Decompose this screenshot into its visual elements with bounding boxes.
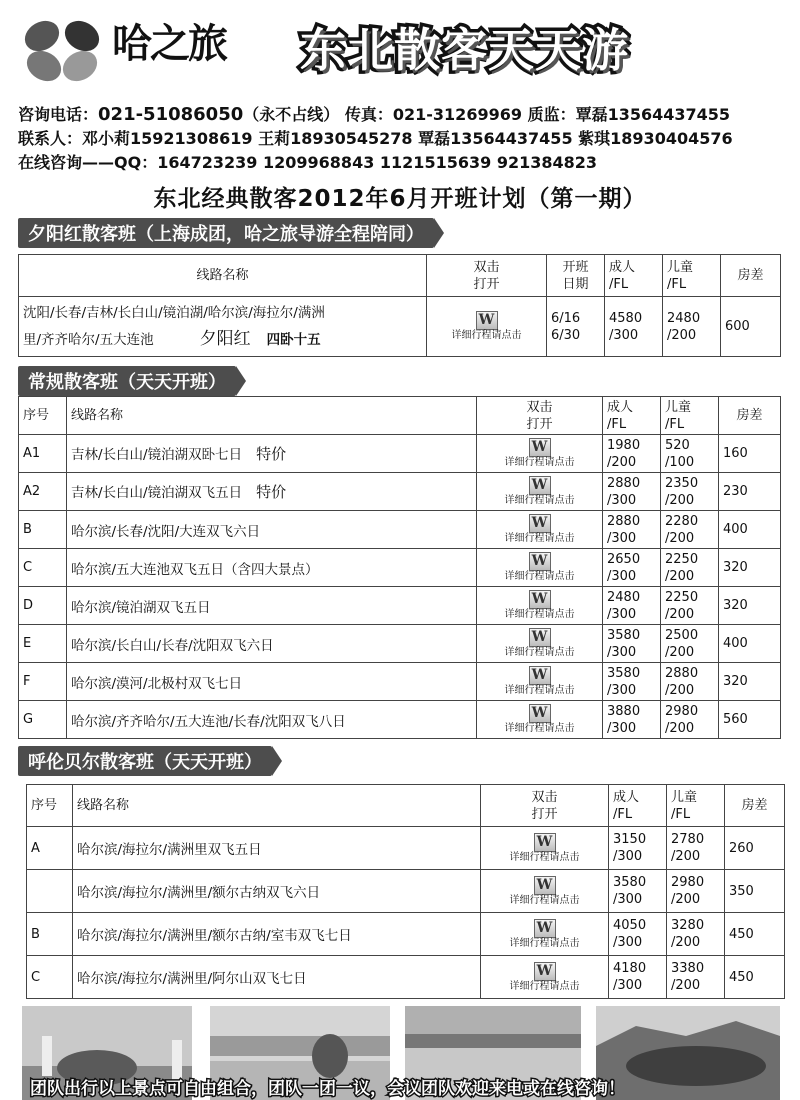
child-price: 2980 /200 [667,870,725,913]
route-cell [73,913,481,956]
route-name: 哈尔滨/长白山/长春/沈阳双飞六日 [71,637,274,654]
route-name: 哈尔滨/海拉尔/满洲里/额尔古纳/室韦双飞七日 [77,928,352,944]
child-price: 3380 /200 [667,956,725,999]
special-price-tag: 特价 [256,445,287,463]
word-doc-icon[interactable]: W [534,876,556,895]
room-diff: 400 [719,511,781,549]
special-price-tag: 特价 [256,483,287,501]
contact-line-people [18,126,733,149]
open-cell [427,297,547,357]
table-row [27,870,785,913]
open-cell [477,549,603,587]
route-cell [67,435,477,473]
route-name: 哈尔滨/海拉尔/满洲里/额尔古纳双飞六日 [77,885,321,901]
qq-number[interactable]: 164723239 [157,153,258,172]
word-doc-icon[interactable]: W [529,552,551,571]
fax-number: 021-31269969 [392,105,522,124]
table-row [27,956,785,999]
route-cell: 沈阳/长春/吉林/长白山/镜泊湖/哈尔滨/海拉尔/满洲 里/齐齐哈尔/五大连池 夕阳红 四卧十五 [19,297,427,357]
route-cell [73,870,481,913]
route-name: 哈尔滨/五大连池双飞五日（含四大景点） [71,561,319,578]
four-petal-logo-icon [22,14,104,86]
child-price: 2350 /200 [661,473,719,511]
qq-number[interactable]: 1209968843 [263,153,375,172]
child-price: 520 /100 [661,435,719,473]
open-cell [481,913,609,956]
adult-price: 2880 /300 [603,511,661,549]
room-diff: 400 [719,625,781,663]
phone-number[interactable]: 021-51086050 [98,104,244,125]
col-date: 开班 日期 [547,255,605,297]
qq-number[interactable]: 921384823 [496,153,598,172]
child-price: 2880 /200 [661,663,719,701]
col-route: 线路名称 [19,255,427,297]
sunset-tag: 夕阳红 [199,329,251,349]
itinerary-hint[interactable]: 详细行程请点击 [504,647,575,658]
col-id: 序号 [27,785,73,827]
row-id: F [19,663,67,701]
word-doc-icon[interactable]: W [529,476,551,495]
word-doc-icon[interactable]: W [529,590,551,609]
room-diff: 320 [719,549,781,587]
regular-table [18,396,781,739]
room-diff: 260 [725,827,785,870]
col-adult: 成人 /FL [605,255,663,297]
adult-price: 2880 /300 [603,473,661,511]
route-name: 吉林/长白山/镜泊湖双飞五日 [71,485,243,501]
itinerary-hint[interactable]: 详细行程请点击 [504,457,575,468]
qa-label: 质监： [527,105,576,124]
route-cell [67,663,477,701]
sleeper-tag: 四卧十五 [266,332,321,348]
table-row [19,663,781,701]
logo-text: 哈之旅 [112,20,226,67]
table-row [19,473,781,511]
sunset-table [18,254,781,357]
row-id: C [27,956,73,999]
route-cell [67,549,477,587]
itinerary-hint[interactable]: 详细行程请点击 [509,894,580,906]
word-doc-icon[interactable]: W [529,628,551,647]
qq-number[interactable]: 1121515639 [379,153,492,172]
route-name: 哈尔滨/漠河/北极村双飞七日 [71,675,243,692]
header [0,0,800,100]
open-cell [481,956,609,999]
banner-title: 东北散客天天游 [300,23,629,77]
route-name: 哈尔滨/海拉尔/满洲里/阿尔山双飞七日 [77,971,307,987]
adult-price: 1980 /200 [603,435,661,473]
open-cell [477,473,603,511]
table-header-row [19,397,781,435]
col-adult: 成人 /FL [609,785,667,827]
section-title-regular: 常规散客班（天天开班） [18,366,236,396]
child-price: 2250 /200 [661,587,719,625]
row-id: A1 [19,435,67,473]
itinerary-hint[interactable]: 详细行程请点击 [504,571,575,582]
adult-price: 3580 /300 [609,870,667,913]
adult-price: 4580 /300 [605,297,663,357]
adult-price: 3580 /300 [603,663,661,701]
table-row [19,587,781,625]
row-id: A [27,827,73,870]
col-open: 双击 打开 [477,397,603,435]
adult-price: 3880 /300 [603,701,661,739]
route-name: 吉林/长白山/镜泊湖双卧七日 [71,447,243,463]
open-cell [477,511,603,549]
word-doc-icon[interactable]: W [534,919,556,938]
plan-title: 东北经典散客2012年6月开班计划（第一期） [153,186,647,212]
contact-line-qq [18,150,597,173]
room-diff: 560 [719,701,781,739]
open-cell [477,625,603,663]
qa-contact: 覃磊13564437455 [575,105,731,124]
col-open: 双击 打开 [481,785,609,827]
fax-label: 传真： [344,105,393,124]
word-doc-icon[interactable]: W [476,311,498,330]
row-id: E [19,625,67,663]
word-doc-icon[interactable]: W [529,514,551,533]
open-cell [477,587,603,625]
row-id: D [19,587,67,625]
route-name: 哈尔滨/海拉尔/满洲里双飞五日 [77,842,262,858]
col-room: 房差 [719,397,781,435]
route-cell [67,625,477,663]
child-price: 2500 /200 [661,625,719,663]
child-price: 2280 /200 [661,511,719,549]
room-diff: 320 [719,663,781,701]
row-id: G [19,701,67,739]
table-row [19,435,781,473]
table-header-row [19,255,781,297]
adult-price: 2480 /300 [603,587,661,625]
date-cell: 6/16 6/30 [547,297,605,357]
col-room: 房差 [725,785,785,827]
itinerary-hint[interactable]: 详细行程请点击 [504,685,575,696]
table-row [27,827,785,870]
table-row [19,297,781,357]
contact-person: 紫琪18930404576 [578,129,733,148]
row-id: B [19,511,67,549]
row-id: B [27,913,73,956]
word-doc-icon[interactable]: W [534,962,556,981]
itinerary-hint[interactable]: 详细行程请点击 [504,495,575,506]
col-room: 房差 [721,255,781,297]
row-id: C [19,549,67,587]
table-row [19,511,781,549]
footer-note: 团队出行以上景点可自由组合，团队一团一议，会议团队欢迎来电或在线咨询！ [30,1079,625,1099]
itinerary-hint[interactable]: 详细行程请点击 [504,533,575,544]
room-diff: 350 [725,870,785,913]
table-row [19,701,781,739]
col-child: 儿童 /FL [667,785,725,827]
adult-price: 4050 /300 [609,913,667,956]
room-diff: 160 [719,435,781,473]
open-cell [481,827,609,870]
itinerary-hint[interactable]: 详细行程请点击 [509,851,580,863]
row-id [27,870,73,913]
route-cell [73,827,481,870]
col-open: 双击 打开 [427,255,547,297]
room-diff: 600 [721,297,781,357]
room-diff: 450 [725,913,785,956]
col-route: 线路名称 [73,785,481,827]
hulunbuir-table [26,784,785,999]
contact-person: 邓小莉15921308619 [82,129,253,148]
word-doc-icon[interactable]: W [529,438,551,457]
col-route: 线路名称 [67,397,477,435]
itinerary-hint[interactable]: 详细行程请点击 [451,330,522,341]
col-child: 儿童 /FL [663,255,721,297]
child-price: 2780 /200 [667,827,725,870]
table-row [19,549,781,587]
child-price: 3280 /200 [667,913,725,956]
open-cell [477,701,603,739]
room-diff: 230 [719,473,781,511]
itinerary-hint[interactable]: 详细行程请点击 [504,609,575,620]
route-cell [67,701,477,739]
route-cell [67,473,477,511]
table-header-row [27,785,785,827]
route-name: 哈尔滨/长春/沈阳/大连双飞六日 [71,523,261,540]
adult-price: 3580 /300 [603,625,661,663]
room-diff: 320 [719,587,781,625]
child-price: 2980 /200 [661,701,719,739]
route-cell [73,956,481,999]
table-row [27,913,785,956]
qq-label: 在线咨询——QQ： [18,153,158,172]
child-price: 2480 /200 [663,297,721,357]
route-cell [67,511,477,549]
phone-note: （永不占线） [243,105,340,124]
word-doc-icon[interactable]: W [529,704,551,723]
row-id: A2 [19,473,67,511]
section-title-hulunbuir: 呼伦贝尔散客班（天天开班） [18,746,272,776]
table-row [19,625,781,663]
itinerary-hint[interactable]: 详细行程请点击 [504,723,575,734]
itinerary-hint[interactable]: 详细行程请点击 [509,980,580,992]
word-doc-icon[interactable]: W [529,666,551,685]
adult-price: 3150 /300 [609,827,667,870]
contact-person: 覃磊13564437455 [418,129,573,148]
itinerary-hint[interactable]: 详细行程请点击 [509,937,580,949]
open-cell [477,663,603,701]
route-name: 哈尔滨/镜泊湖双飞五日 [71,599,211,616]
room-diff: 450 [725,956,785,999]
adult-price: 4180 /300 [609,956,667,999]
col-id: 序号 [19,397,67,435]
open-cell [481,870,609,913]
route-name: 哈尔滨/齐齐哈尔/五大连池/长春/沈阳双飞八日 [71,713,346,730]
contact-person: 王莉18930545278 [258,129,413,148]
contact-line-phone [18,102,730,125]
contacts-label: 联系人： [18,129,83,148]
phone-label: 咨询电话： [18,105,99,124]
adult-price: 2650 /300 [603,549,661,587]
section-title-sunset: 夕阳红散客班（上海成团，哈之旅导游全程陪同） [18,218,434,248]
open-cell [477,435,603,473]
word-doc-icon[interactable]: W [534,833,556,852]
col-adult: 成人 /FL [603,397,661,435]
child-price: 2250 /200 [661,549,719,587]
col-child: 儿童 /FL [661,397,719,435]
route-cell [67,587,477,625]
